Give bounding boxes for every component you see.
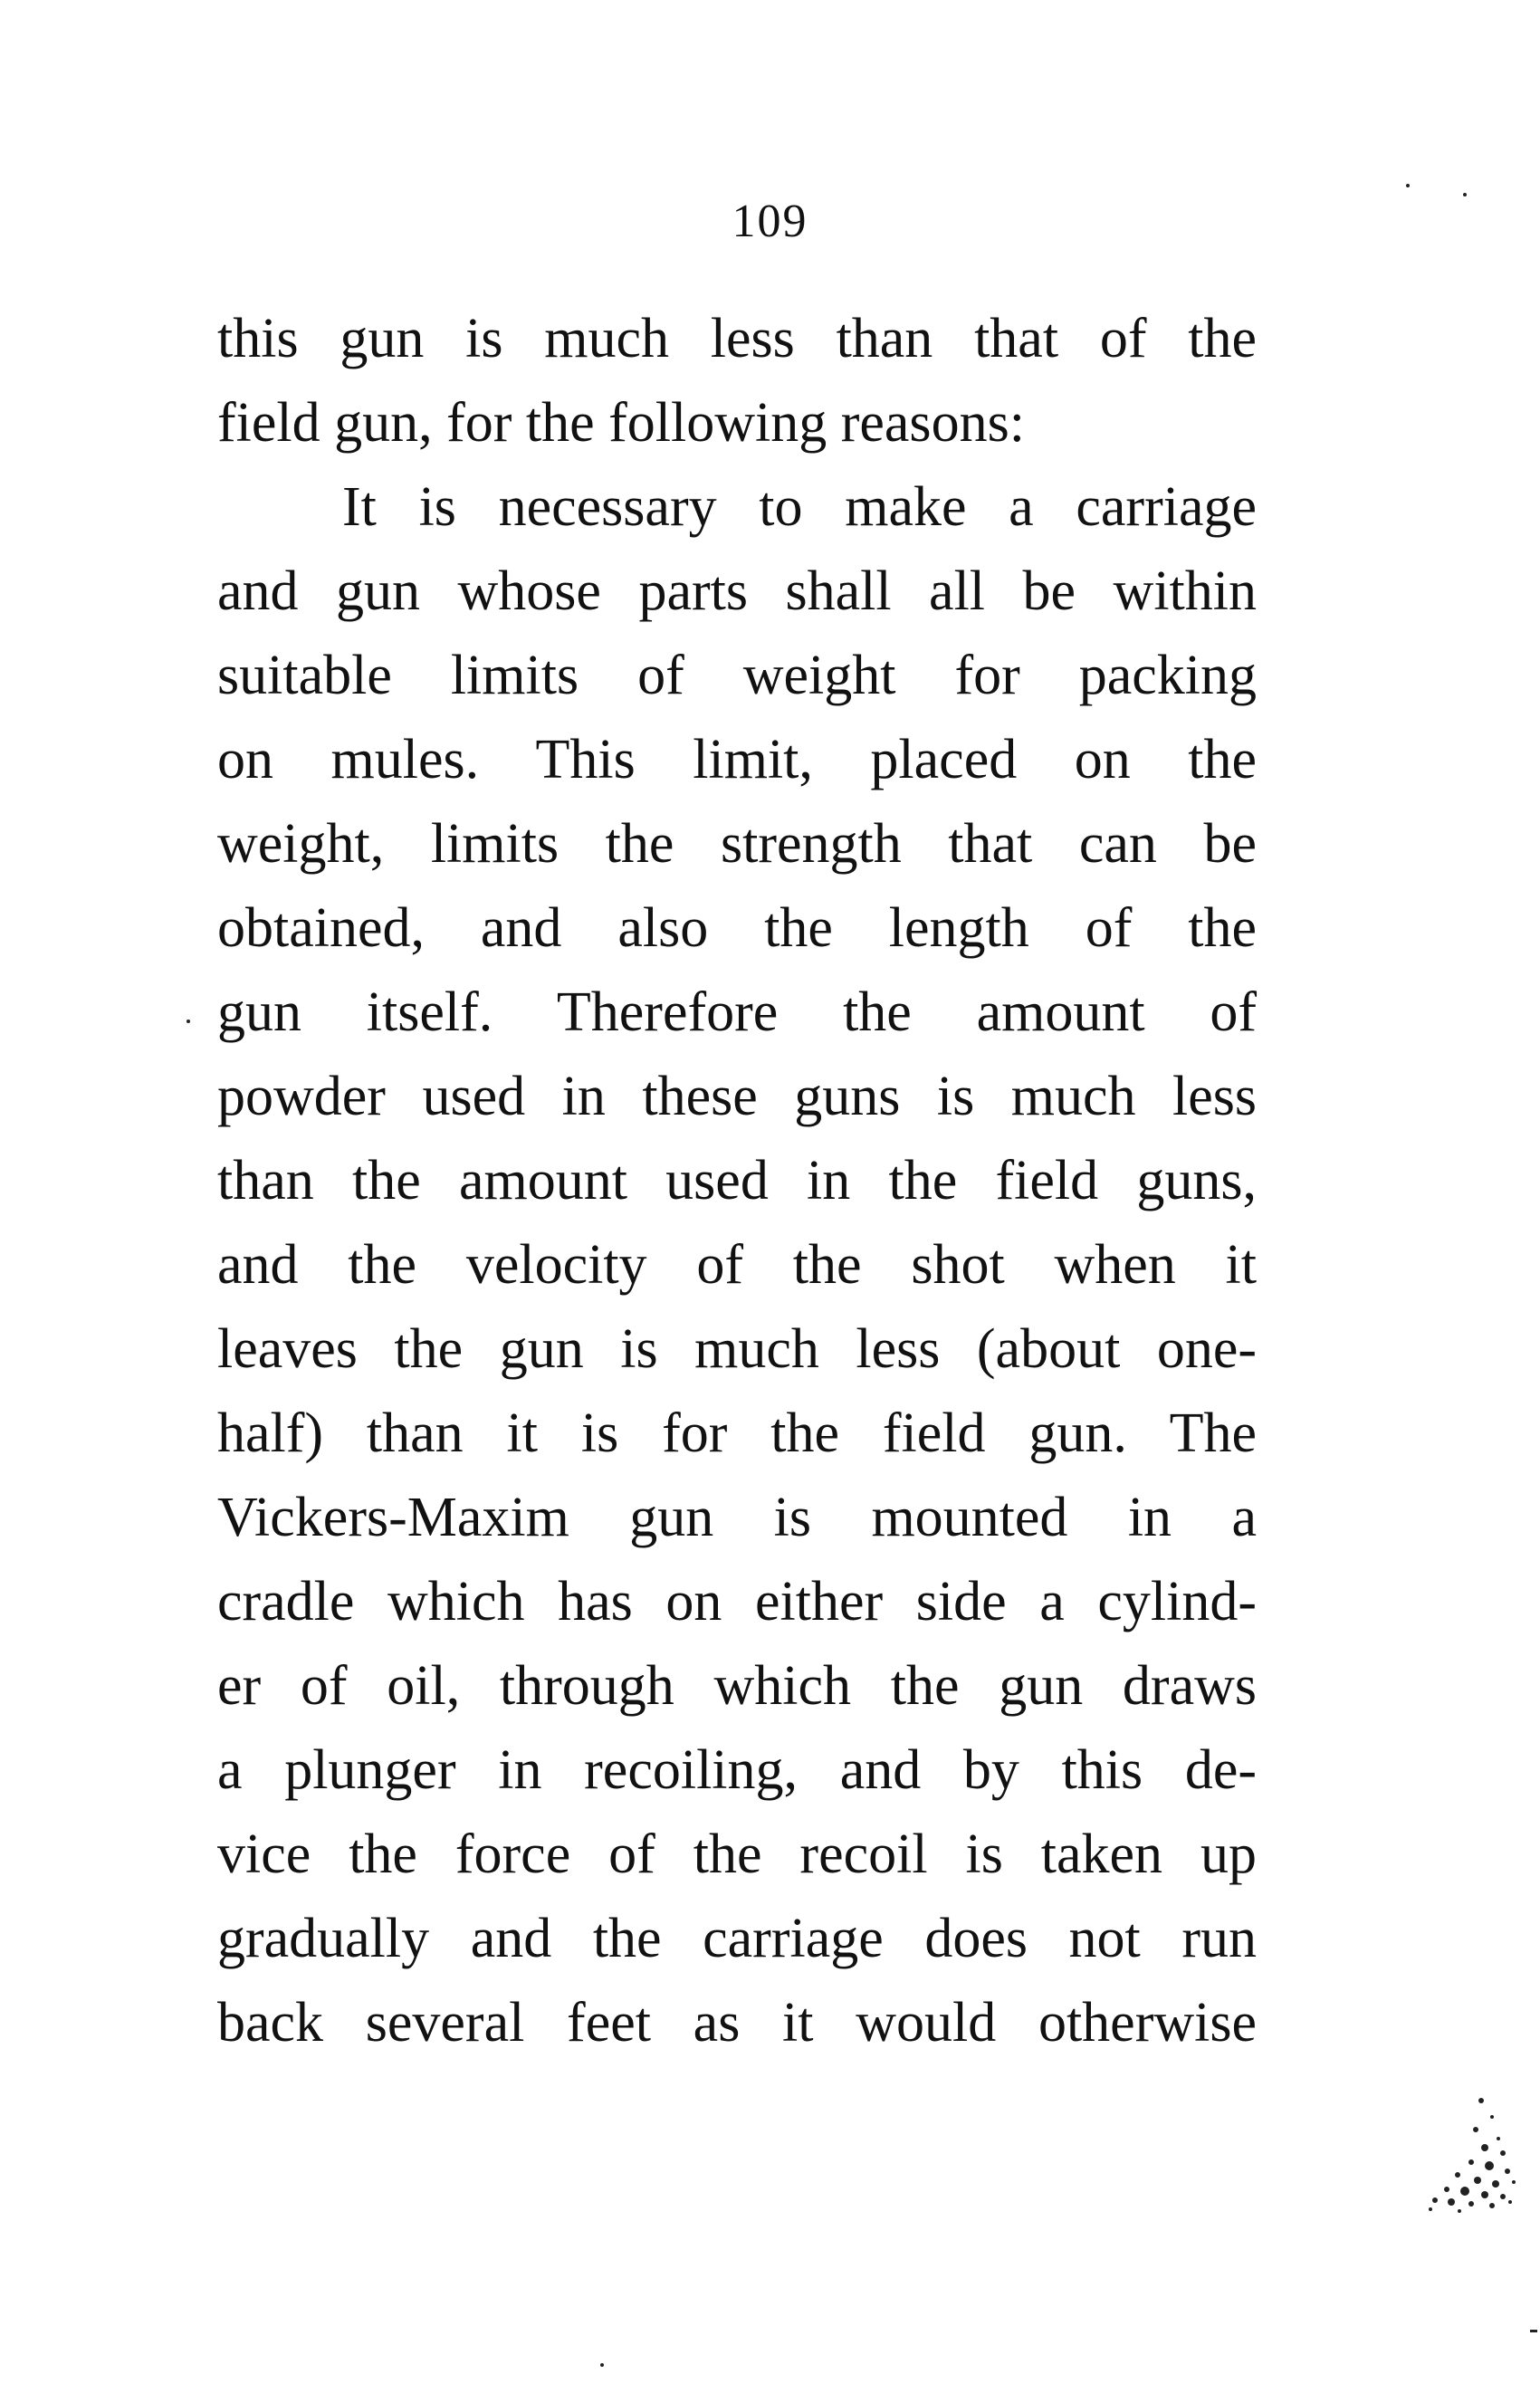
text-line: suitable limits of weight for packing — [217, 645, 1257, 706]
text-line: cradle which has on either side a cylind- — [217, 1571, 1257, 1632]
text-line: leaves the gun is much less (about one- — [217, 1318, 1257, 1380]
text-line: gradually and the carriage does not run — [217, 1908, 1257, 1969]
text-line: gun itself. Therefore the amount of — [217, 981, 1257, 1043]
text-line: field gun, for the following reasons: — [217, 392, 1025, 454]
text-line: this gun is much less than that of the — [217, 308, 1257, 369]
text-line: powder used in these guns is much less — [217, 1066, 1257, 1127]
text-line: on mules. This limit, placed on the — [217, 729, 1257, 790]
body-text — [217, 297, 1257, 2065]
text-line: vice the force of the recoil is taken up — [217, 1824, 1257, 1885]
text-line: obtained, and also the length of the — [217, 897, 1257, 959]
text-line: half) than it is for the field gun. The — [217, 1403, 1257, 1464]
page-number: 109 — [732, 196, 808, 247]
text-line: It is necessary to make a carriage — [342, 476, 1257, 538]
text-line: than the amount used in the field guns, — [217, 1150, 1257, 1211]
text-line: Vickers-Maxim gun is mounted in a — [217, 1487, 1257, 1548]
text-line: back several feet as it would otherwise — [217, 1992, 1257, 2054]
text-line: a plunger in recoiling, and by this de- — [217, 1739, 1257, 1801]
text-line: and gun whose parts shall all be within — [217, 560, 1257, 622]
text-line: er of oil, through which the gun draws — [217, 1655, 1257, 1717]
text-line: weight, limits the strength that can be — [217, 813, 1257, 875]
text-line: and the velocity of the shot when it — [217, 1234, 1257, 1296]
